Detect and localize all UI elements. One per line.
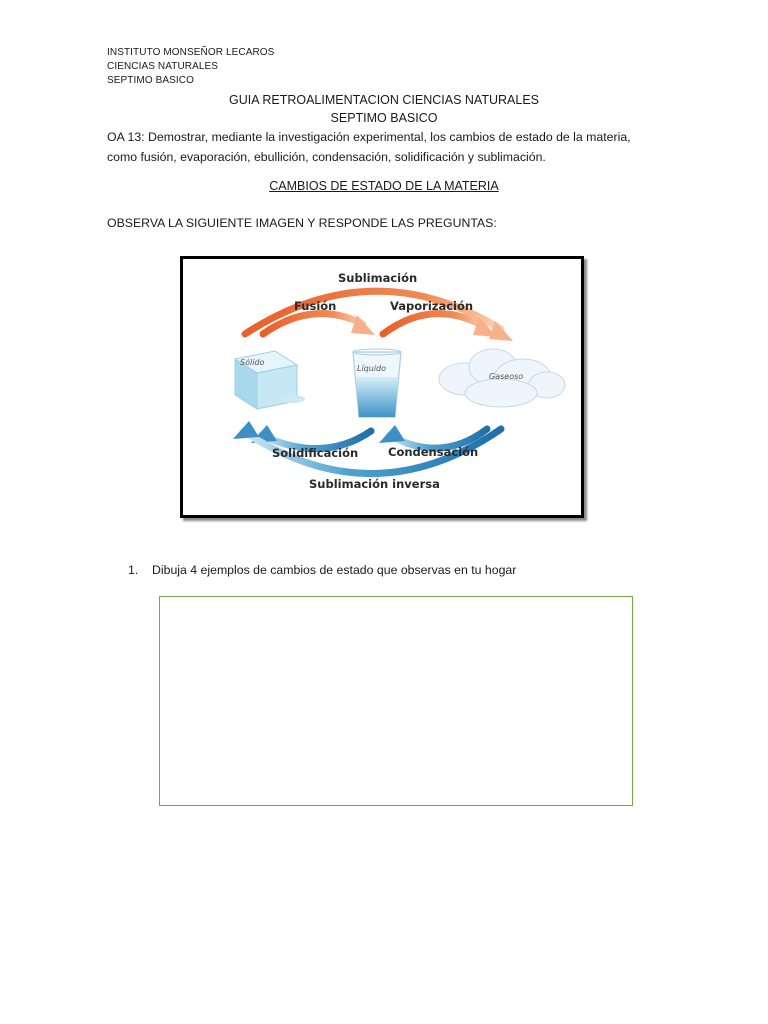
question-text: Dibuja 4 ejemplos de cambios de estado que observas en tu hogar	[152, 563, 517, 577]
grade-name: SEPTIMO BASICO	[107, 75, 194, 86]
condensacion-arrowhead	[379, 425, 405, 443]
question-number: 1.	[128, 563, 139, 577]
water-glass-icon	[353, 349, 401, 417]
label-fusion: Fusión	[294, 299, 337, 313]
question-1	[128, 563, 516, 577]
label-sublimacion-inversa: Sublimación inversa	[309, 477, 440, 491]
instruction: OBSERVA LA SIGUIENTE IMAGEN Y RESPONDE LAS PREGUNTAS:	[107, 216, 497, 230]
label-condensacion: Condensación	[388, 445, 479, 459]
objective-line-2: como fusión, evaporación, ebullición, condensación, solidificación y sublimación.	[107, 150, 546, 164]
label-sublimacion: Sublimación	[338, 271, 418, 285]
label-gaseoso: Gaseoso	[489, 372, 524, 381]
page-subtitle: SEPTIMO BASICO	[330, 111, 438, 125]
page-title: GUIA RETROALIMENTACION CIENCIAS NATURALES	[228, 93, 539, 107]
vaporizacion-arrow	[383, 314, 485, 334]
section-title: CAMBIOS DE ESTADO DE LA MATERIA	[269, 179, 499, 193]
label-solido: Sólido	[240, 358, 265, 367]
label-liquido: Líquido	[357, 364, 387, 373]
label-vaporizacion: Vaporización	[390, 299, 474, 313]
drawing-answer-box[interactable]	[159, 596, 633, 806]
states-of-matter-diagram	[180, 256, 584, 518]
objective-line-1: OA 13: Demostrar, mediante la investigación experimental, los cambios de estado de la materia,	[107, 130, 631, 144]
label-solidificacion: Solidificación	[272, 446, 359, 460]
subject-name: CIENCIAS NATURALES	[107, 61, 219, 72]
sublimacion-inversa-arrowhead	[233, 421, 259, 439]
diagram-svg	[183, 259, 581, 515]
school-name: INSTITUTO MONSEÑOR LECAROS	[107, 47, 275, 58]
